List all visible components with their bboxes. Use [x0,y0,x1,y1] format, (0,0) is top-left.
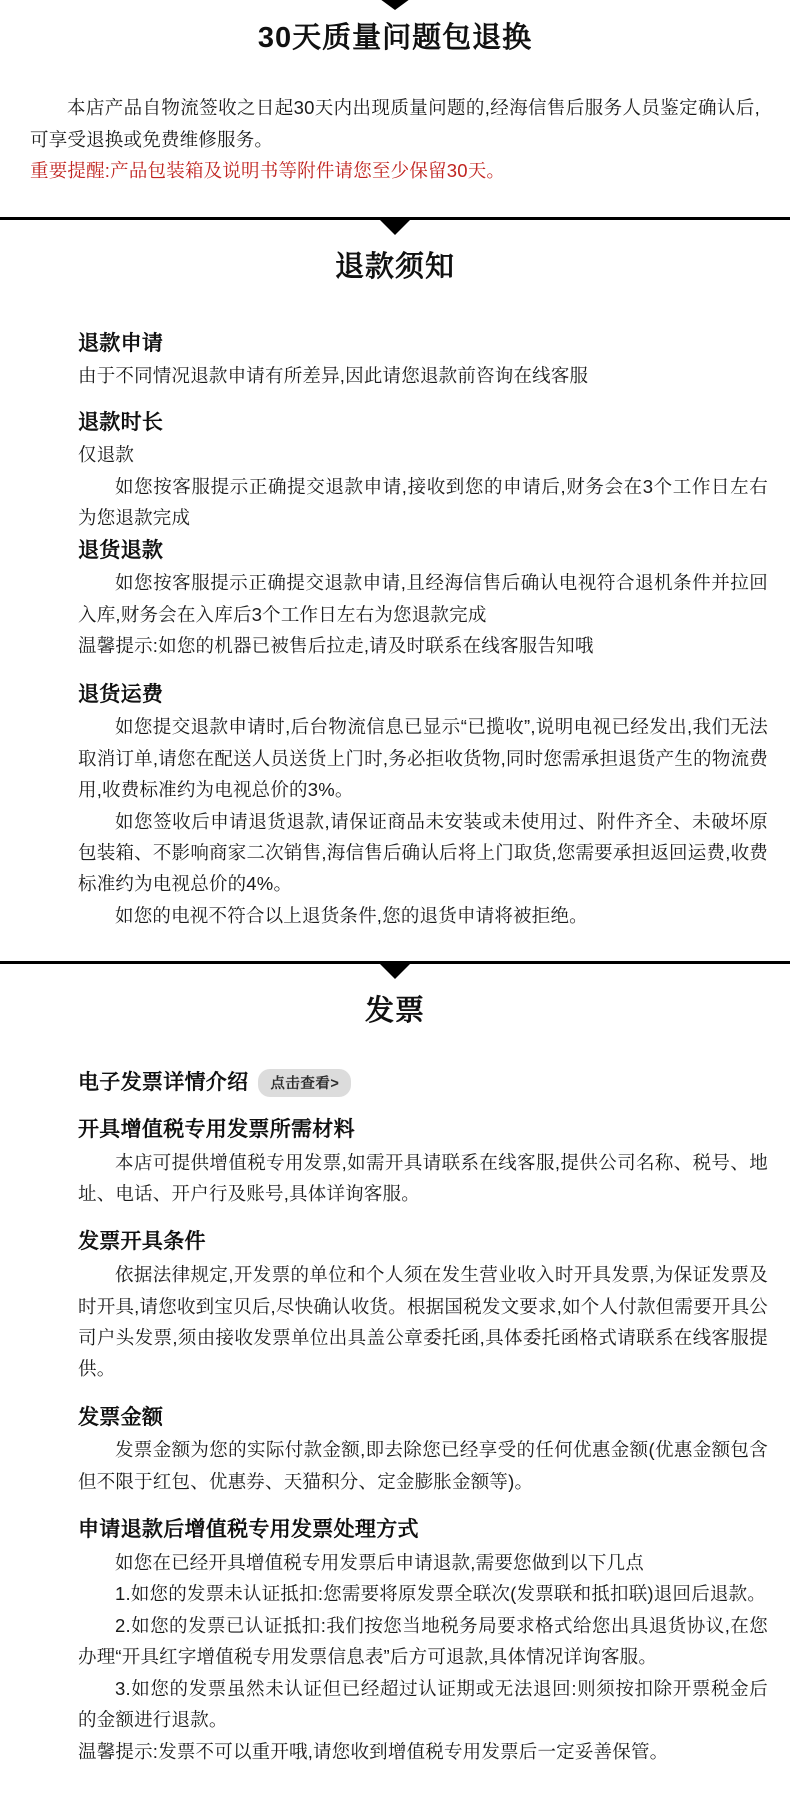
section-title-refund-notice: 退款须知 [334,251,455,284]
post-refund-invoice-point-1: 1.如您的发票未认证抵扣:您需要将原发票全联次(发票联和抵扣联)退回后退款。 [115,1583,766,1605]
spacer [0,1767,790,1793]
divider-block-2 [0,961,790,979]
subsection-heading-invoice-amount: 发票金额 [78,1405,164,1429]
spacer [0,1097,790,1113]
subsection-heading-einvoice-intro: 电子发票详情介绍 [78,1071,249,1095]
return-shipping-paragraph-1: 如您提交退款申请时,后台物流信息已显示“已揽收”,说明电视已经发出,我们无法取消订单,请您在配送人员送货上门时,务必拒收货物,同时您需承担退货产生的物流费用,收费标准约为电视总价的3%。 [78,716,768,801]
post-refund-invoice-body: 如您在已经开具增值税专用发票后申请退款,需要您做到以下几点 [115,1551,644,1573]
invoice-amount-block [0,1401,790,1497]
section-arrow-marker-top [380,0,410,10]
post-refund-invoice-block [0,1513,790,1767]
post-refund-invoice-point-3: 3.如您的发票虽然未认证但已经超过认证期或无法退回:则须按扣除开票税金后的金额进行退款。 [78,1677,768,1731]
return-shipping-block [0,678,790,932]
subsection-heading-invoice-conditions: 发票开具条件 [78,1230,206,1254]
subsection-heading-post-refund-invoice: 申请退款后增值税专用发票处理方式 [78,1518,419,1542]
invoice-amount-body: 发票金额为您的实际付款金额,即去除您已经享受的任何优惠金额(优惠金额包含但不限于红包、优惠券、天猫积分、定金膨胀金额等)。 [78,1439,768,1492]
section-arrow-marker-1 [380,220,410,235]
subsection-heading-refund-application: 退款申请 [78,331,164,355]
spacer [0,662,790,678]
subsection-heading-vat-materials: 开具增值税专用发票所需材料 [78,1118,355,1141]
vat-materials-body: 本店可提供增值税专用发票,如需开具请联系在线客服,提供公司名称、税号、地址、电话、开户行及账号,具体详询客服。 [78,1151,768,1205]
return-refund-body: 如您按客服提示正确提交退款申请,且经海信售后确认电视符合退机条件并拉回入库,财务会在入库后3个工作日左右为您退款完成 [78,572,768,625]
subsection-heading-return-shipping: 退货运费 [78,682,164,706]
section-title-quality-return: 30天质量问题包退换 [257,22,533,54]
invoice-conditions-block [0,1225,790,1384]
quality-return-paragraph: 本店产品自物流签收之日起30天内出现质量问题的,经海信售后服务人员鉴定确认后,可享受退换或免费维修服务。 [30,96,760,150]
spacer [0,1497,790,1513]
vat-materials-block [0,1113,790,1209]
spacer [0,1209,790,1225]
refund-only-label: 仅退款 [78,444,135,466]
subsection-heading-refund-duration: 退款时长 [78,410,164,434]
return-shipping-paragraph-3: 如您的电视不符合以上退货条件,您的退货申请将被拒绝。 [115,904,588,926]
spacer [0,287,790,327]
return-refund-block [0,534,790,662]
quality-return-red-tip: 重要提醒:产品包装箱及说明书等附件请您至少保留30天。 [30,160,506,182]
spacer [0,1385,790,1401]
refund-application-body: 由于不同情况退款申请有所差异,因此请您退款前咨询在线客服 [78,365,589,387]
invoice-conditions-body: 依据法律规定,开发票的单位和个人须在发生营业收入时开具发票,为保证发票及时开具,请您收到宝贝后,尽快确认收货。根据国税发文要求,如个人付款但需要开具公司户头发票,须由接收发票单位出具盖公章委托函,具体委托函格式请联系在线客服提供。 [78,1264,768,1380]
section-arrow-marker-2 [380,964,410,979]
section-title-invoice: 发票 [364,995,425,1028]
subsection-heading-return-refund: 退货退款 [78,538,164,562]
divider-block-1 [0,217,790,235]
refund-application-block [0,327,790,392]
view-details-button[interactable]: 点击查看> [258,1069,351,1097]
return-shipping-paragraph-2: 如您签收后申请退货退款,请保证商品未安装或未使用过、附件齐全、未破坏原包装箱、不影响商家二次销售,海信售后确认后将上门取货,您需要承担返回运费,收费标准约为电视总价的4%。 [78,810,768,895]
refund-duration-block [0,406,790,534]
quality-return-content [0,92,790,187]
einvoice-intro-row [0,1069,790,1097]
post-refund-invoice-red-tip: 温馨提示:发票不可以重开哦,请您收到增值税专用发票后一定妥善保管。 [78,1740,669,1762]
return-refund-red-tip: 温馨提示:如您的机器已被售后拉走,请及时联系在线客服告知哦 [78,635,594,657]
post-refund-invoice-point-2: 2.如您的发票已认证抵扣:我们按您当地税务局要求格式给您出具退货协议,在您办理“开具红字增值税专用发票信息表”后方可退款,具体情况详询客服。 [78,1614,768,1668]
refund-only-body: 如您按客服提示正确提交退款申请,接收到您的申请后,财务会在3个工作日左右为您退款完成 [78,475,768,529]
